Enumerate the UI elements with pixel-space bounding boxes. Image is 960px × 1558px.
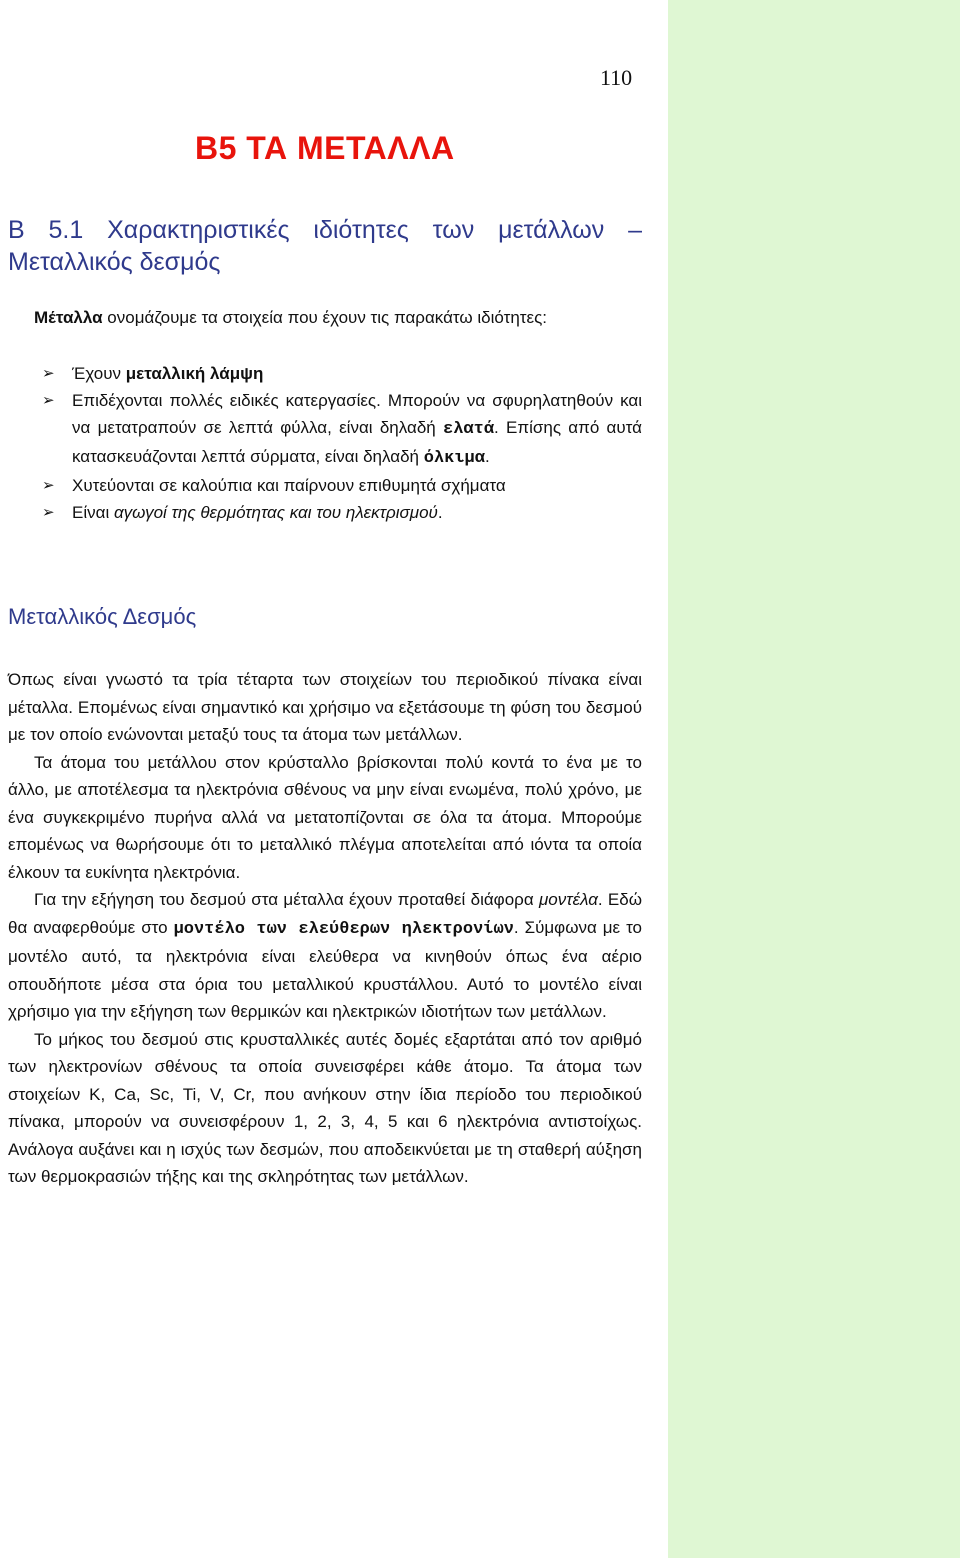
section-title [8, 214, 642, 278]
section-title-line1: Β 5.1 Χαρακτηριστικές ιδιότητες των μετάλλων – [8, 216, 642, 244]
list-item: ➢ Είναι αγωγοί της θερμότητας και του ηλεκτρισμού. [8, 499, 642, 526]
arrow-bullet-icon: ➢ [42, 504, 55, 521]
metallic-bond-body [8, 666, 642, 1191]
arrow-bullet-icon: ➢ [42, 365, 55, 382]
paragraph: Το μήκος του δεσμού στις κρυσταλλικές αυτές δομές εξαρτάται από τον αριθμό των ηλεκτρονίων σθένους τα οποία συνεισφέρει κάθε άτομο. Τα άτομα των στοιχείων K, Ca, Sc, Ti, V, Cr, που ανήκουν στην ίδια περίοδο του περιοδικού πίνακα, μπορούν να συνεισφέρουν 1, 2, 3, 4, 5 και 6 ηλεκτρόνια αντιστοίχως. Ανάλογα αυξάνει και η ισχύς των δεσμών, που αποδεικνύεται με τη σταθερή αύξηση των θερμοκρασιών τήξης και της σκληρότητας των μετάλλων. [8, 1029, 642, 1186]
list-item: ➢ Επιδέχονται πολλές ειδικές κατεργασίες. Μπορούν να σφυρηλατηθούν και να μετατραπούν σε λεπτά φύλλα, είναι δηλαδή ελατά. Επίσης από αυτά κατασκευάζονται λεπτά σύρματα, είναι δηλαδή όλκιμα. [8, 387, 642, 472]
list-item: ➢ Έχουν μεταλλική λάμψη [8, 360, 642, 387]
arrow-bullet-icon: ➢ [42, 392, 55, 409]
paragraph: Για την εξήγηση του δεσμού στα μέταλλα έχουν προταθεί διάφορα μοντέλα. Εδώ θα αναφερθούμε στο μοντέλο των ελεύθερων ηλεκτρονίων. Σύμφωνα με το μοντέλο αυτό, τα ηλεκτρόνια είναι ελεύθερα να κινηθούν όπως ένα αέριο οπουδήποτε μέσα στα όρια του μεταλλικού κρυστάλλου. Αυτό το μοντέλο είναι χρήσιμο για την εξήγηση των θερμικών και ηλεκτρικών ιδιοτήτων των μετάλλων. [8, 890, 643, 1021]
list-item: ➢ Χυτεύονται σε καλούπια και παίρνουν επιθυμητά σχήματα [8, 472, 642, 499]
paragraph: Όπως είναι γνωστό τα τρία τέταρτα των στοιχείων του περιοδικού πίνακα είναι μέταλλα. Επομένως είναι σημαντικό και χρήσιμο να εξετάσουμε τη φύση του δεσμού με τον οποίο ενώνονται μεταξύ τους τα άτομα των μετάλλων. [8, 670, 642, 744]
arrow-bullet-icon: ➢ [42, 477, 55, 494]
chapter-title: Β5 ΤΑ ΜΕΤΑΛΛΑ [195, 130, 455, 166]
section-title-line2: Μεταλλικός δεσμός [8, 248, 221, 276]
page-number: 110 [600, 65, 633, 90]
paragraph: Τα άτομα του μετάλλου στον κρύσταλλο βρίσκονται πολύ κοντά το ένα με το άλλο, με αποτέλεσμα τα ηλεκτρόνια σθένους να μην είναι ενωμένα, πολύ χρόνο, με ένα συγκεκριμένο πυρήνα αλλά να μετατοπίζονται σε όλα τα άτομα. Μπορούμε επομένως να θωρήσουμε ότι το μεταλλικό πλέγμα αποτελείται από ιόντα τα οποία έλκουν τα ευκίνητα ηλεκτρόνια. [8, 752, 642, 882]
intro-bold-word: Μέταλλα [34, 308, 103, 327]
intro-paragraph [8, 304, 642, 331]
metallic-bond-heading: Μεταλλικός Δεσμός [8, 604, 197, 629]
side-band [668, 0, 960, 1558]
intro-text: ονομάζουμε τα στοιχεία που έχουν τις παρακάτω ιδιότητες: [102, 308, 547, 327]
properties-list [8, 360, 642, 526]
